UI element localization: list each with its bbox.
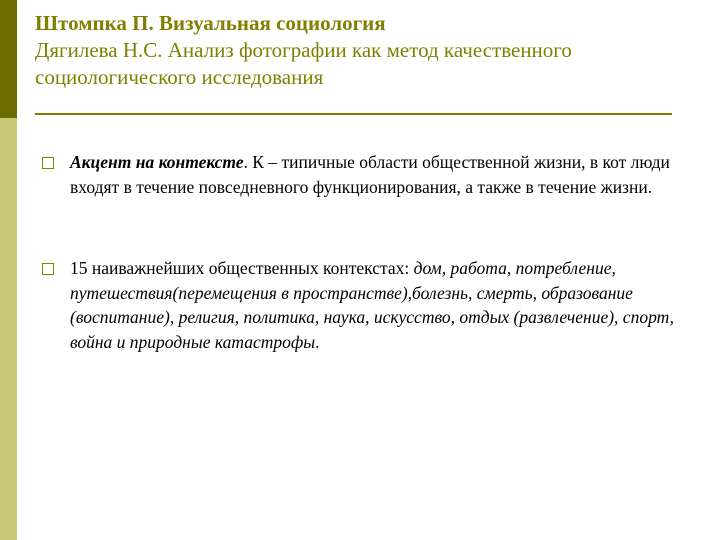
slide-title [35, 10, 695, 91]
bullet-text: . К – типичные области общественной жизни, в кот люди входят в течение повседневного функционирования, а также в течение жизни. [70, 152, 670, 197]
sidebar-accent-light [0, 118, 17, 540]
square-bullet-icon [42, 157, 54, 169]
title-line-3: социологического исследования [35, 65, 324, 89]
bullet-item-contexts-list [70, 256, 680, 354]
title-divider [35, 113, 672, 115]
bullet-lead: 15 наиважнейших общественных контекстах: [70, 258, 414, 278]
bullet-emphasis: Акцент на контексте [70, 152, 244, 172]
bullet-italic-list: дом, работа, потребление, путешествия(перемещения в пространстве),болезнь, смерть, образование (воспитание), религия, политика, наука, искусство, отдых (развлечение), спорт, война и природные катастрофы [70, 258, 675, 352]
title-line-2: Дягилева Н.С. Анализ фотографии как метод качественного [35, 38, 572, 62]
bullet-tail: . [315, 331, 320, 352]
square-bullet-icon [42, 263, 54, 275]
bullet-item-context [70, 150, 680, 199]
sidebar-accent-dark [0, 0, 17, 118]
title-line-1: Штомпка П. Визуальная социология [35, 11, 386, 35]
